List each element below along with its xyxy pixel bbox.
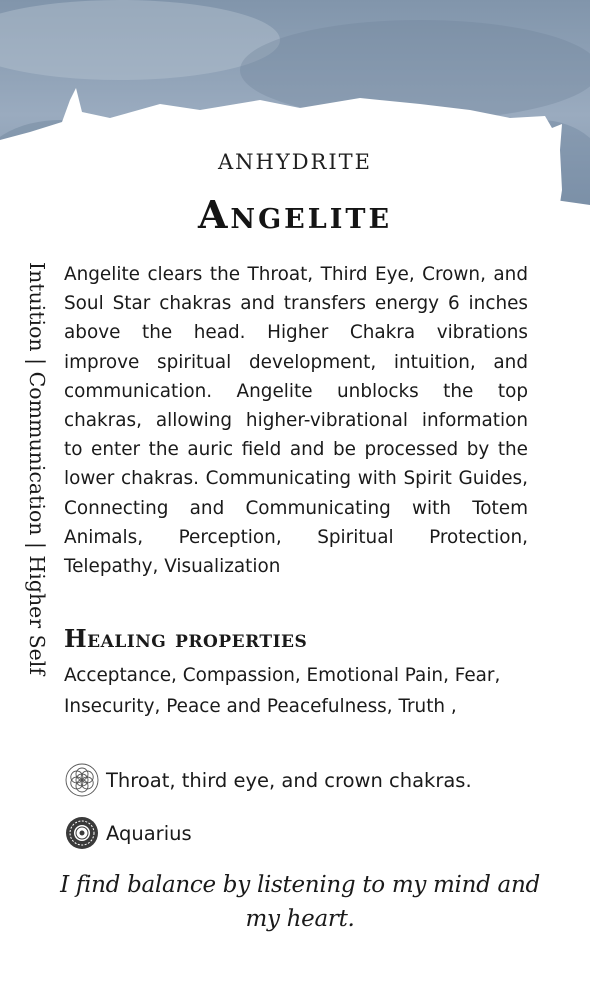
mandala-icon [64, 815, 100, 851]
healing-properties-heading: Healing properties [64, 624, 308, 653]
stone-title: Angelite [197, 192, 393, 237]
vertical-keywords [15, 262, 59, 848]
zodiac-row [64, 815, 192, 851]
affirmation-quote: I find balance by listening to my mind and my heart. [60, 872, 540, 932]
zodiac-text: Aquarius [106, 821, 192, 845]
vertical-keywords-text: Intuition | Communication | Higher Self [25, 262, 49, 675]
chakra-row [64, 762, 472, 798]
chakra-text: Throat, third eye, and crown chakras. [106, 768, 472, 792]
healing-properties-text: Acceptance, Compassion, Emotional Pain, Fear, Insecurity, Peace and Peacefulness, Truth , [64, 665, 501, 717]
stone-description: Angelite clears the Throat, Third Eye, Crown, and Soul Star chakras and transfers energy 6 inches above the head. Higher Chakra vibrations improve spiritual development, intuition, and communication. Angelite unblocks the top chakras, allowing higher-vibrational information to enter the auric field and be processed by the lower chakras. Communicating with Spirit Guides, Connecting and Communicating with Totem Animals, Perception, Spiritual Protection, Telepathy, Visualization [64, 264, 528, 578]
stone-subtitle: ANHYDRITE [218, 150, 372, 174]
flower-of-life-icon [64, 762, 100, 798]
